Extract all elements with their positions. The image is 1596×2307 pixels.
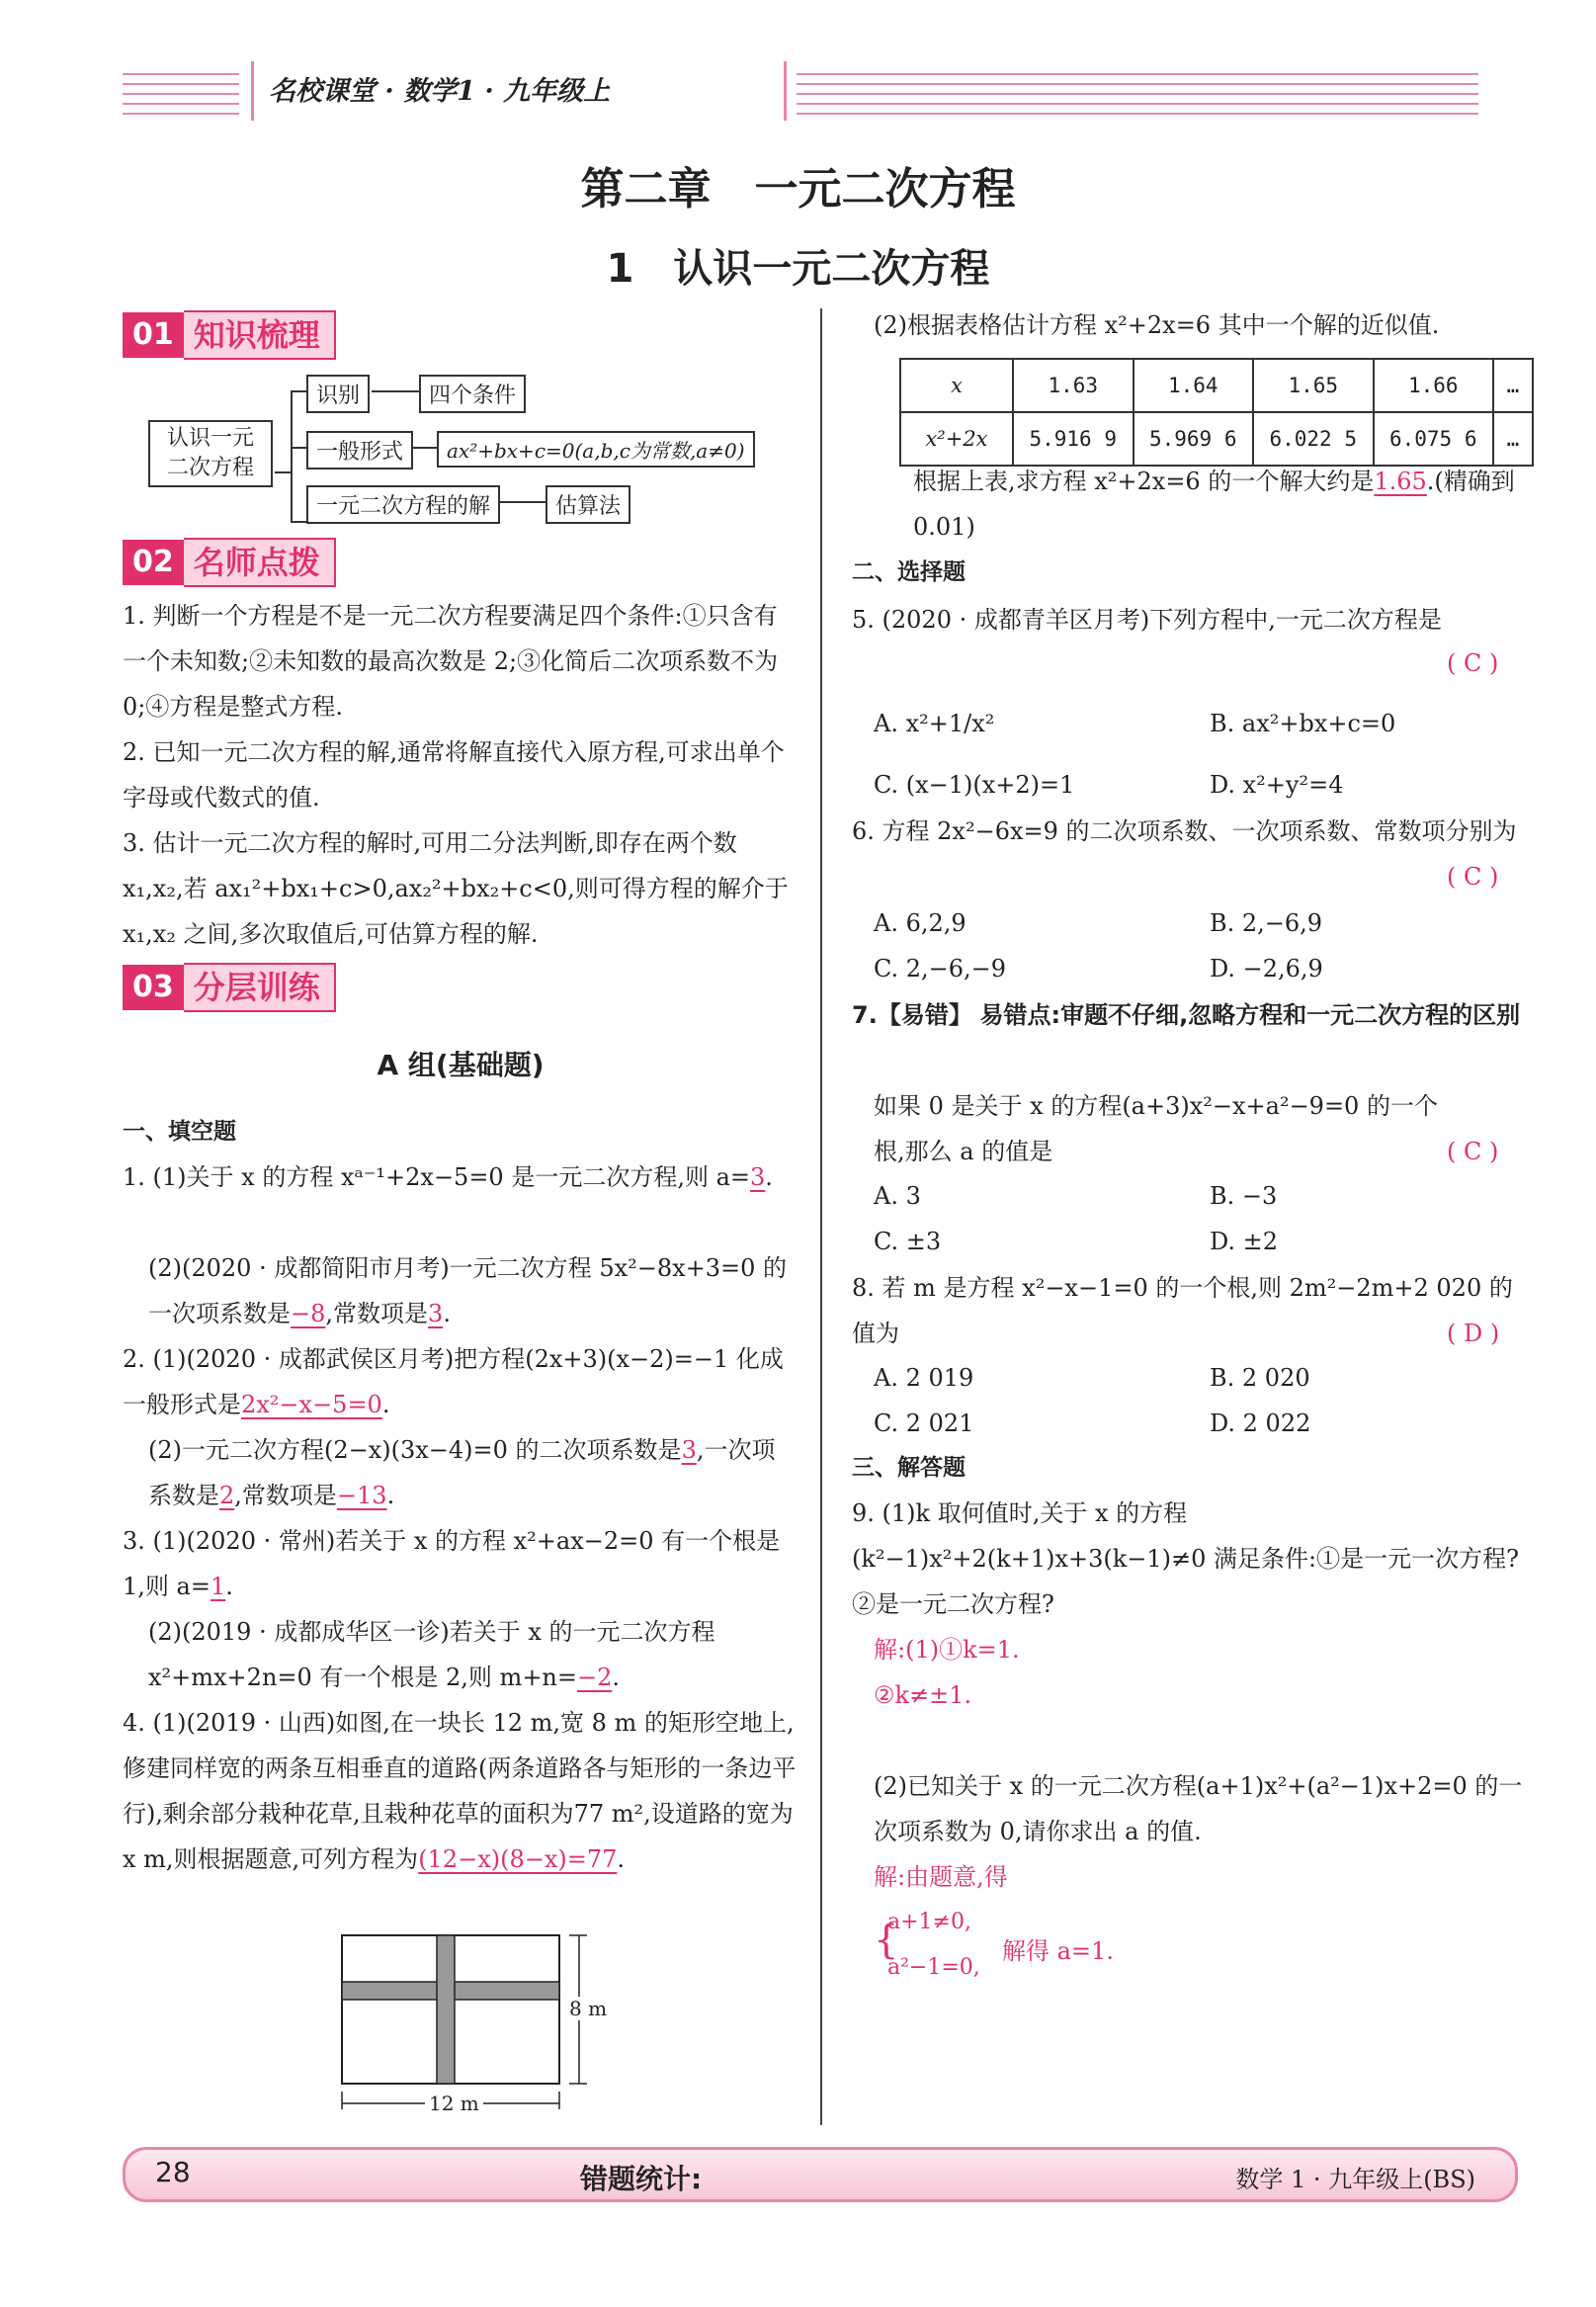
answer: 3 — [681, 1436, 697, 1464]
section-number: 02 — [123, 540, 184, 585]
question-text: .(精确到 0.01) — [913, 468, 1515, 541]
height-label: 8 m — [569, 1997, 608, 2020]
diagram-connector — [291, 390, 293, 521]
diagram-connector — [500, 501, 546, 503]
section-label: 分层训练 — [184, 963, 336, 1012]
diagram-connector — [291, 521, 306, 523]
road-figure — [326, 1927, 623, 2125]
option: D. 2 022 — [1210, 1410, 1311, 1437]
diagram-connector — [413, 447, 437, 449]
diagram-connector — [291, 447, 306, 449]
diagram-branch-general-form: 一般形式 — [306, 431, 413, 470]
table-cell: 5.969 6 — [1134, 412, 1254, 466]
answer: −8 — [291, 1300, 326, 1327]
error-note: 易错点:审题不仔细,忽略方程和一元二次方程的区别 — [979, 1001, 1521, 1029]
table-cell: x — [900, 359, 1013, 412]
header-series-title: 名校课堂 · 数学1 · 九年级上 — [269, 76, 611, 107]
answer: 2x²−x−5=0 — [241, 1391, 382, 1418]
table-cell: 1.63 — [1013, 359, 1134, 412]
section-label: 名师点拨 — [184, 538, 336, 587]
diagram-root — [148, 420, 273, 487]
fill-q2a — [123, 1336, 798, 1427]
diagram-branch-identify: 识别 — [306, 375, 370, 413]
option: A. x²+1/x² — [874, 710, 995, 737]
choice-q6-answer: ( C ) — [1447, 863, 1499, 891]
vertical-road — [437, 1935, 455, 2084]
answer: 3 — [428, 1300, 444, 1327]
table-cell: 6.075 6 — [1374, 412, 1494, 466]
choice-q8: 8. 若 m 是方程 x²−x−1=0 的一个根,则 2m²−2m+2 020 的值为 — [852, 1274, 1513, 1347]
table-cell: … — [1493, 359, 1533, 412]
tip-1: 1. 判断一个方程是不是一元二次方程要满足四个条件:①只含有一个未知数;②未知数的最高次数是 2;③化简后二次项系数不为 0;④方程是整式方程. — [123, 602, 779, 721]
solve-q9a: 9. (1)k 取何值时,关于 x 的方程(k²−1)x²+2(k+1)x+3(k−1)≠0 满足条件:①是一元一次方程? ②是一元二次方程? — [852, 1499, 1519, 1618]
question-text: ,常数项是 — [325, 1300, 429, 1327]
choice-q7-note — [852, 992, 1524, 1038]
diagram-branch-solution: 一元二次方程的解 — [306, 485, 500, 524]
section-badge-training — [123, 965, 336, 1010]
tag-label: 7.【易错】 — [852, 1001, 972, 1029]
answer: 2 — [219, 1482, 235, 1509]
question-text: 3. (1)(2020 · 常州)若关于 x 的方程 x²+ax−2=0 有一个根是 1,则 a= — [123, 1527, 781, 1600]
header-decor-left — [123, 69, 239, 117]
value-table — [899, 358, 1534, 467]
fill-q1c: (2)根据表格估计方程 x²+2x=6 其中一个解的近似值. — [874, 311, 1440, 339]
diagram-root-line2: 二次方程 — [166, 456, 254, 480]
option: D. −2,6,9 — [1210, 955, 1323, 983]
chapter-title: 第二章 一元二次方程 — [580, 164, 1016, 214]
punct: . — [225, 1573, 233, 1600]
system-eq-2: a²−1=0, — [887, 1955, 980, 1980]
punct: . — [765, 1163, 773, 1191]
answer: −13 — [336, 1482, 387, 1509]
diagram-leaf-formula: ax²+bx+c=0(a,b,c为常数,a≠0) — [437, 431, 755, 468]
answer: −2 — [577, 1664, 613, 1691]
fill-q3b — [148, 1609, 798, 1700]
answer: 1 — [210, 1573, 226, 1600]
option: D. ±2 — [1210, 1228, 1279, 1255]
punct: . — [381, 1391, 390, 1418]
header-decor-right — [797, 69, 1478, 117]
option: B. 2 020 — [1210, 1364, 1310, 1392]
question-text: (2)一元二次方程(2−x)(3x−4)=0 的二次项系数是 — [148, 1436, 682, 1464]
option: B. −3 — [1210, 1182, 1278, 1210]
solve-heading: 三、解答题 — [852, 1455, 966, 1481]
diagram-leaf-conditions: 四个条件 — [419, 375, 526, 413]
diagram-connector — [372, 390, 419, 392]
answer: (12−x)(8−x)=77 — [418, 1845, 618, 1873]
diagram-connector — [291, 390, 306, 392]
answer: 1.65 — [1374, 468, 1427, 495]
question-text: 4. (1)(2019 · 山西)如图,在一块长 12 m,宽 8 m 的矩形空地上,修建同样宽的两条互相垂直的道路(两条道路各与矩形的一条边平行),剩余部分栽种花草,且栽种花草的面积为77 m²,设道路的宽为 x m,则根据题意,可列方程为 — [123, 1709, 797, 1873]
diagram-connector — [275, 471, 291, 473]
option: D. x²+y²=4 — [1210, 771, 1344, 799]
fill-q1c-answer — [913, 459, 1526, 550]
fill-q2b — [148, 1427, 798, 1518]
option: C. ±3 — [874, 1228, 942, 1255]
choice-heading: 二、选择题 — [852, 559, 966, 585]
option: A. 6,2,9 — [874, 909, 966, 937]
footer-bar — [123, 2147, 1518, 2202]
width-label: 12 m — [425, 2092, 483, 2115]
table-cell: … — [1493, 412, 1533, 466]
option: B. ax²+bx+c=0 — [1210, 710, 1396, 737]
diagram-root-line1: 认识一元 — [166, 426, 254, 451]
fill-q3a — [123, 1518, 798, 1609]
section-badge-knowledge — [123, 312, 336, 358]
solve-q9b: (2)已知关于 x 的一元二次方程(a+1)x²+(a²−1)x+2=0 的一次项系数为 0,请你求出 a 的值. — [874, 1772, 1523, 1845]
option: C. 2 021 — [874, 1410, 974, 1437]
solve-q9b-solution-1: 解:由题意,得 — [874, 1863, 1008, 1891]
solve-q9b-system: { — [874, 1918, 899, 1963]
table-cell: 5.916 9 — [1013, 412, 1134, 466]
option: A. 2 019 — [874, 1364, 974, 1392]
option: C. 2,−6,−9 — [874, 955, 1007, 983]
choice-q5: 5. (2020 · 成都青羊区月考)下列方程中,一元二次方程是 — [852, 606, 1442, 634]
column-divider — [820, 308, 822, 2125]
header-divider-right — [784, 61, 787, 121]
question-text: ,常数项是 — [234, 1482, 337, 1509]
fill-q1b — [148, 1245, 798, 1336]
section-badge-tips — [123, 540, 336, 585]
solve-q9a-solution-1: 解:(1)①k=1. — [874, 1636, 1020, 1664]
punct: . — [386, 1482, 395, 1509]
choice-q6: 6. 方程 2x²−6x=9 的二次项系数、一次项系数、常数项分别为 — [852, 817, 1517, 845]
table-row — [900, 412, 1533, 466]
group-title: A 组(基础题) — [377, 1049, 545, 1081]
section-number: 03 — [123, 965, 184, 1010]
diagram-leaf-estimation: 估算法 — [546, 485, 630, 524]
punct: . — [612, 1664, 621, 1691]
error-stats-label: 错题统计: — [580, 2163, 703, 2195]
fill-heading: 一、填空题 — [123, 1119, 236, 1145]
table-cell: 1.65 — [1253, 359, 1374, 412]
table-cell: 1.64 — [1134, 359, 1254, 412]
option: B. 2,−6,9 — [1210, 909, 1323, 937]
section-number: 01 — [123, 312, 184, 358]
solve-q9b-solution-2: 解得 a=1. — [1002, 1937, 1114, 1965]
header-divider — [251, 61, 254, 121]
choice-q5-answer: ( C ) — [1447, 649, 1499, 677]
solve-q9a-solution-2: ②k≠±1. — [874, 1681, 972, 1709]
system-eq-1: a+1≠0, — [887, 1910, 971, 1934]
table-cell: 6.022 5 — [1253, 412, 1374, 466]
punct: . — [617, 1845, 626, 1873]
question-text: 1. (1)关于 x 的方程 xᵃ⁻¹+2x−5=0 是一元二次方程,则 a= — [123, 1163, 751, 1191]
question-text: 2. (1)(2020 · 成都武侯区月考)把方程(2x+3)(x−2)=−1 化成一般形式是 — [123, 1345, 784, 1418]
page-number: 28 — [155, 2156, 191, 2188]
question-text: ,一次项系数是 — [148, 1436, 776, 1509]
table-cell: x²+2x — [900, 412, 1013, 466]
fill-q1a — [123, 1154, 798, 1200]
footer-series: 数学 1 · 九年级上(BS) — [1235, 2166, 1475, 2193]
option: C. (x−1)(x+2)=1 — [874, 771, 1075, 799]
tip-3: 3. 估计一元二次方程的解时,可用二分法判断,即存在两个数 x₁,x₂,若 ax₁²+bx₁+c>0,ax₂²+bx₂+c<0,则可得方程的解介于 x₁,x₂ 之间,多次取值后,可估算方程的解. — [123, 829, 789, 948]
choice-q7: 如果 0 是关于 x 的方程(a+3)x²−x+a²−9=0 的一个根,那么 a 的值是 — [874, 1092, 1438, 1165]
tip-2: 2. 已知一元二次方程的解,通常将解直接代入原方程,可求出单个字母或代数式的值. — [123, 738, 785, 812]
question-text: 根据上表,求方程 x²+2x=6 的一个解大约是 — [913, 468, 1375, 495]
table-cell: 1.66 — [1374, 359, 1494, 412]
question-text: (2)(2019 · 成都成华区一诊)若关于 x 的一元二次方程 x²+mx+2n=0 有一个根是 2,则 m+n= — [148, 1618, 715, 1691]
fill-q4 — [123, 1700, 798, 1882]
question-text: (2)(2020 · 成都简阳市月考)一元二次方程 5x²−8x+3=0 的一次项系数是 — [148, 1254, 788, 1327]
option: A. 3 — [874, 1182, 921, 1210]
choice-q7-answer: ( C ) — [1447, 1138, 1499, 1165]
knowledge-diagram — [148, 371, 781, 529]
choice-q8-answer: ( D ) — [1447, 1320, 1500, 1347]
answer: 3 — [750, 1163, 766, 1191]
punct: . — [443, 1300, 451, 1327]
section-title: 1 认识一元二次方程 — [606, 246, 990, 292]
table-row — [900, 359, 1533, 412]
section-label: 知识梳理 — [184, 310, 336, 360]
